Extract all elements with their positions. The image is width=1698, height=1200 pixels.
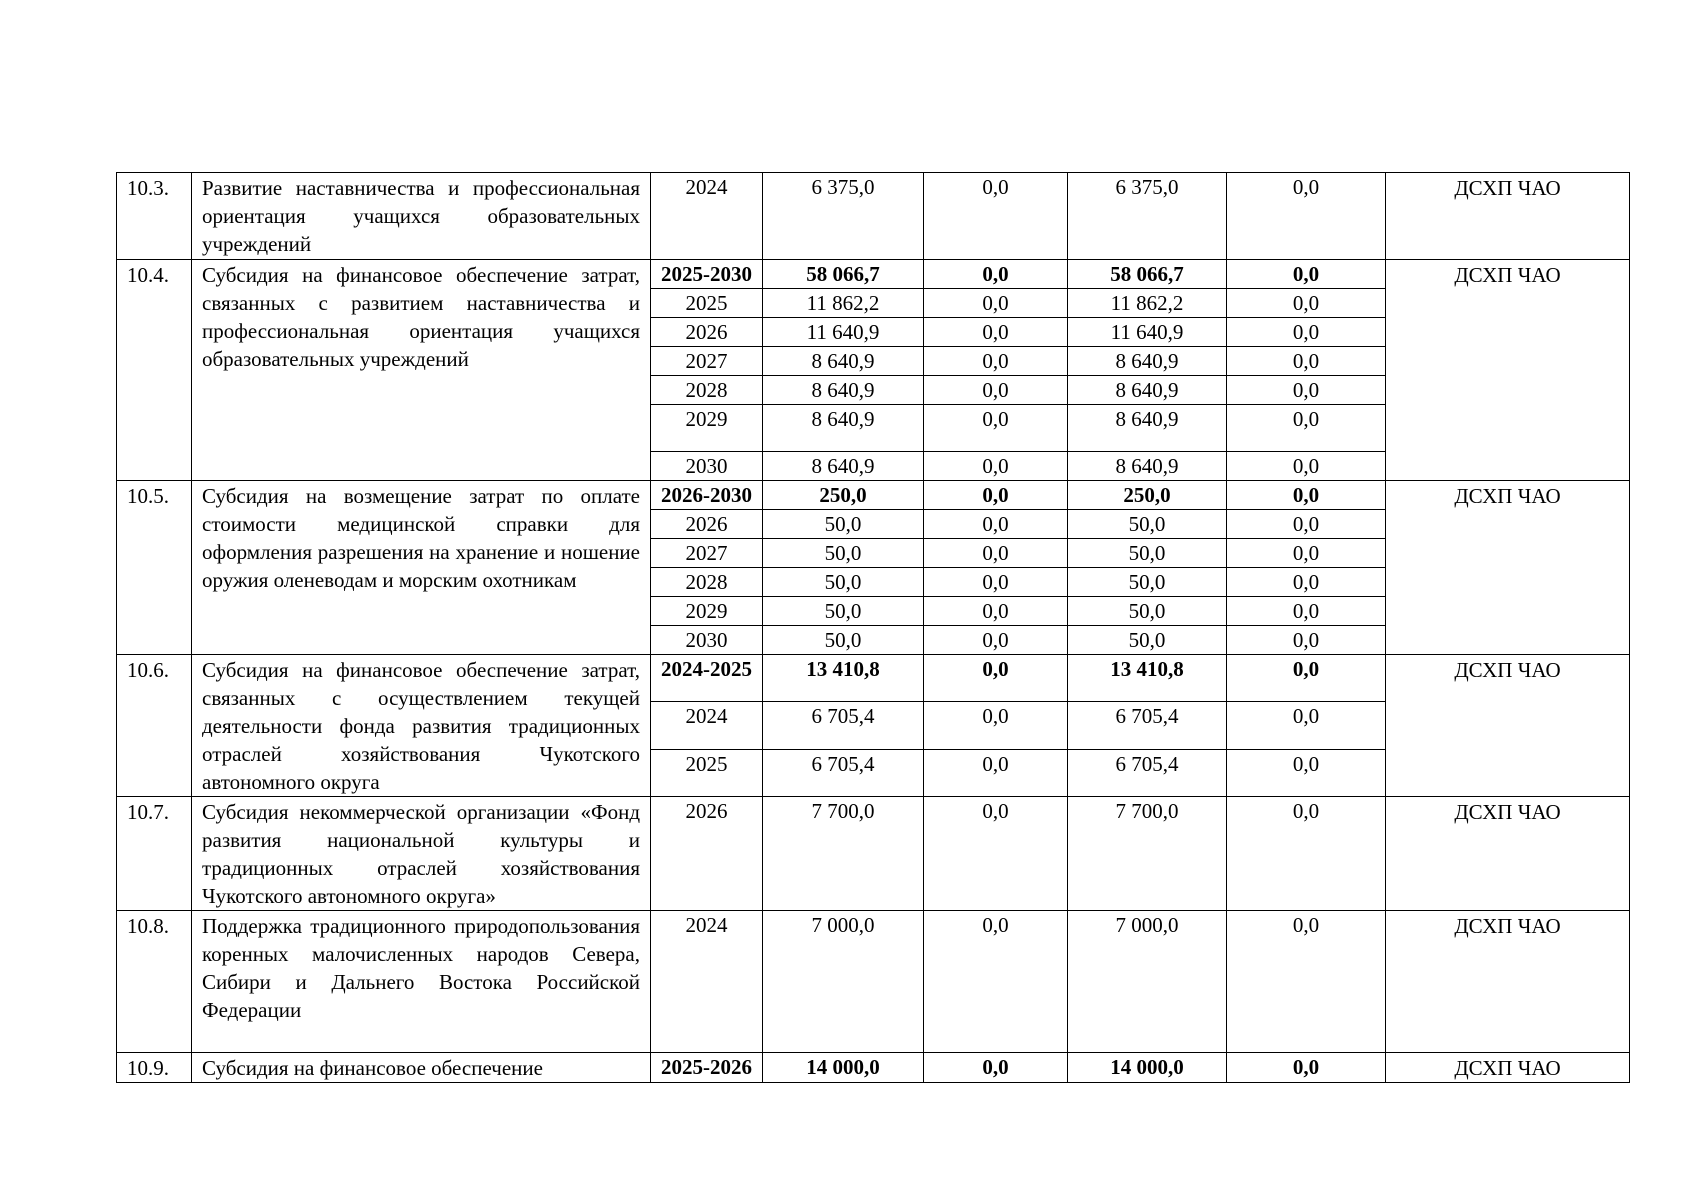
year-cell: 2027 [651,347,763,376]
year-cell: 2025 [651,289,763,318]
other-cell: 0,0 [1227,289,1386,318]
federal-cell: 0,0 [924,405,1068,452]
total-cell: 50,0 [763,568,924,597]
year-cell: 2025-2026 [651,1053,763,1083]
row-number: 10.4. [117,260,192,481]
row-description: Развитие наставничества и профессиональная ориентация учащихся образовательных учреждений [192,173,651,260]
total-cell: 13 410,8 [763,655,924,702]
federal-cell: 0,0 [924,911,1068,1053]
regional-cell: 11 862,2 [1068,289,1227,318]
regional-cell: 7 700,0 [1068,797,1227,911]
row-description: Субсидия на возмещение затрат по оплате стоимости медицинской справки для оформления разрешения на хранение и ношение оружия оленеводам и морским охотникам [192,481,651,655]
regional-cell: 8 640,9 [1068,452,1227,481]
other-cell: 0,0 [1227,655,1386,702]
row-number: 10.8. [117,911,192,1053]
federal-cell: 0,0 [924,481,1068,510]
row-number: 10.9. [117,1053,192,1083]
year-cell: 2030 [651,626,763,655]
other-cell: 0,0 [1227,1053,1386,1083]
federal-cell: 0,0 [924,318,1068,347]
regional-cell: 8 640,9 [1068,405,1227,452]
federal-cell: 0,0 [924,260,1068,289]
row-description: Субсидия на финансовое обеспечение затрат, связанных с осуществлением текущей деятельности фонда развития традиционных отраслей хозяйствования Чукотского автономного округа [192,655,651,797]
other-cell: 0,0 [1227,797,1386,911]
year-cell: 2028 [651,376,763,405]
federal-cell: 0,0 [924,626,1068,655]
year-cell: 2024 [651,173,763,260]
total-cell: 11 640,9 [763,318,924,347]
responsible-cell: ДСХП ЧАО [1386,481,1630,655]
other-cell: 0,0 [1227,318,1386,347]
table-body [117,173,1630,1083]
table-row [117,1053,1630,1083]
other-cell: 0,0 [1227,539,1386,568]
federal-cell: 0,0 [924,510,1068,539]
total-cell: 58 066,7 [763,260,924,289]
total-cell: 8 640,9 [763,405,924,452]
row-number: 10.5. [117,481,192,655]
responsible-cell: ДСХП ЧАО [1386,797,1630,911]
total-cell: 7 000,0 [763,911,924,1053]
total-cell: 7 700,0 [763,797,924,911]
table-row [117,481,1630,510]
federal-cell: 0,0 [924,655,1068,702]
table-row [117,655,1630,702]
regional-cell: 7 000,0 [1068,911,1227,1053]
federal-cell: 0,0 [924,376,1068,405]
total-cell: 250,0 [763,481,924,510]
regional-cell: 8 640,9 [1068,347,1227,376]
regional-cell: 6 375,0 [1068,173,1227,260]
responsible-cell: ДСХП ЧАО [1386,260,1630,481]
federal-cell: 0,0 [924,289,1068,318]
table-row [117,260,1630,289]
total-cell: 50,0 [763,597,924,626]
row-description: Субсидия на финансовое обеспечение [192,1053,651,1083]
year-cell: 2026 [651,318,763,347]
row-description: Поддержка традиционного природопользования коренных малочисленных народов Севера, Сибири и Дальнего Востока Российской Федерации [192,911,651,1053]
federal-cell: 0,0 [924,173,1068,260]
total-cell: 6 705,4 [763,702,924,749]
year-cell: 2025 [651,749,763,796]
total-cell: 50,0 [763,626,924,655]
other-cell: 0,0 [1227,405,1386,452]
federal-cell: 0,0 [924,1053,1068,1083]
total-cell: 8 640,9 [763,376,924,405]
other-cell: 0,0 [1227,702,1386,749]
regional-cell: 58 066,7 [1068,260,1227,289]
row-number: 10.3. [117,173,192,260]
year-cell: 2024 [651,911,763,1053]
total-cell: 50,0 [763,510,924,539]
year-cell: 2028 [651,568,763,597]
responsible-cell: ДСХП ЧАО [1386,911,1630,1053]
total-cell: 6 705,4 [763,749,924,796]
year-cell: 2029 [651,405,763,452]
federal-cell: 0,0 [924,597,1068,626]
row-description: Субсидия на финансовое обеспечение затрат, связанных с развитием наставничества и профессиональная ориентация учащихся образовательных учреждений [192,260,651,481]
table-row [117,173,1630,260]
other-cell: 0,0 [1227,173,1386,260]
row-number: 10.7. [117,797,192,911]
other-cell: 0,0 [1227,260,1386,289]
federal-cell: 0,0 [924,797,1068,911]
year-cell: 2026-2030 [651,481,763,510]
year-cell: 2024-2025 [651,655,763,702]
year-cell: 2026 [651,797,763,911]
regional-cell: 50,0 [1068,626,1227,655]
regional-cell: 11 640,9 [1068,318,1227,347]
total-cell: 6 375,0 [763,173,924,260]
regional-cell: 14 000,0 [1068,1053,1227,1083]
federal-cell: 0,0 [924,347,1068,376]
regional-cell: 50,0 [1068,510,1227,539]
other-cell: 0,0 [1227,510,1386,539]
year-cell: 2029 [651,597,763,626]
table-row [117,911,1630,1053]
responsible-cell: ДСХП ЧАО [1386,655,1630,797]
other-cell: 0,0 [1227,452,1386,481]
other-cell: 0,0 [1227,597,1386,626]
regional-cell: 50,0 [1068,597,1227,626]
responsible-cell: ДСХП ЧАО [1386,173,1630,260]
federal-cell: 0,0 [924,749,1068,796]
year-cell: 2030 [651,452,763,481]
total-cell: 11 862,2 [763,289,924,318]
federal-cell: 0,0 [924,568,1068,597]
federal-cell: 0,0 [924,539,1068,568]
total-cell: 50,0 [763,539,924,568]
budget-table [116,172,1630,1083]
other-cell: 0,0 [1227,911,1386,1053]
year-cell: 2024 [651,702,763,749]
year-cell: 2025-2030 [651,260,763,289]
other-cell: 0,0 [1227,481,1386,510]
total-cell: 8 640,9 [763,452,924,481]
federal-cell: 0,0 [924,452,1068,481]
table-row [117,797,1630,911]
total-cell: 14 000,0 [763,1053,924,1083]
regional-cell: 250,0 [1068,481,1227,510]
other-cell: 0,0 [1227,347,1386,376]
year-cell: 2026 [651,510,763,539]
regional-cell: 8 640,9 [1068,376,1227,405]
row-number: 10.6. [117,655,192,797]
year-cell: 2027 [651,539,763,568]
regional-cell: 6 705,4 [1068,749,1227,796]
other-cell: 0,0 [1227,568,1386,597]
other-cell: 0,0 [1227,749,1386,796]
total-cell: 8 640,9 [763,347,924,376]
regional-cell: 50,0 [1068,539,1227,568]
responsible-cell: ДСХП ЧАО [1386,1053,1630,1083]
regional-cell: 50,0 [1068,568,1227,597]
row-description: Субсидия некоммерческой организации «Фонд развития национальной культуры и традиционных отраслей хозяйствования Чукотского автономного округа» [192,797,651,911]
other-cell: 0,0 [1227,626,1386,655]
other-cell: 0,0 [1227,376,1386,405]
regional-cell: 6 705,4 [1068,702,1227,749]
regional-cell: 13 410,8 [1068,655,1227,702]
federal-cell: 0,0 [924,702,1068,749]
